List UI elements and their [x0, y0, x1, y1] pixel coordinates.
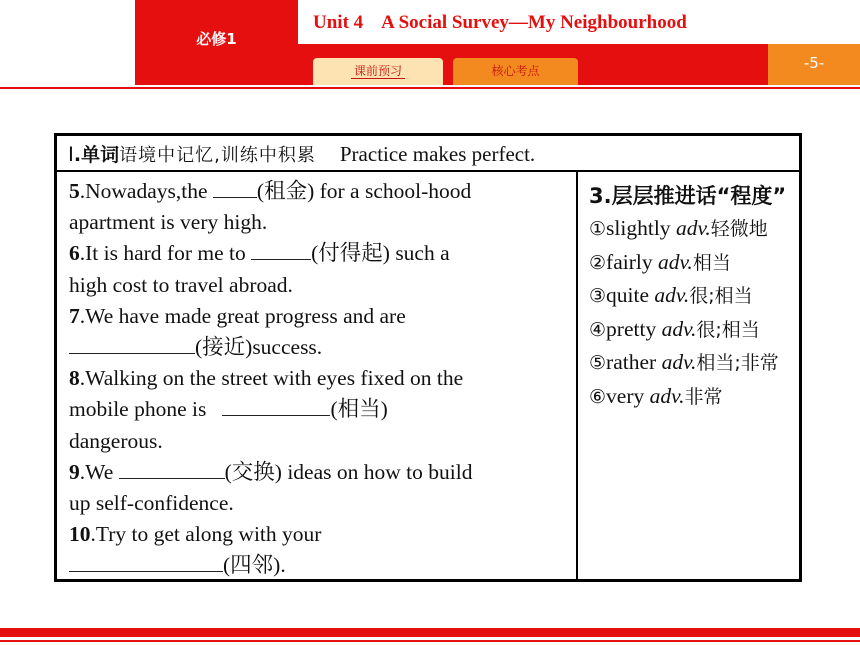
unit-title [313, 12, 687, 34]
answer-blank[interactable] [251, 239, 311, 260]
vocab-table [54, 133, 802, 582]
header-divider [0, 87, 860, 89]
list-item: ①slightly adv.轻微地 [589, 216, 768, 240]
section-motto: Practice makes perfect. [339, 142, 536, 166]
answer-blank[interactable] [69, 333, 195, 354]
tab-preview-label: 课前预习 [351, 64, 405, 79]
exercise-5: 5.Nowadays,the (租金) for a school-hood apartment is very high. [69, 179, 472, 235]
section-title: 单词 [81, 144, 120, 166]
list-item: ⑤rather adv.相当;非常 [589, 350, 779, 374]
list-item: ③quite adv.很;相当 [589, 283, 753, 307]
exercise-6: 6.It is hard for me to (付得起) such a high cost to travel abroad. [69, 241, 450, 297]
list-item: ⑥very adv.非常 [589, 383, 723, 408]
unit-number: Unit 4 [313, 12, 364, 33]
degree-adverbs-note [589, 180, 789, 413]
list-item: ④pretty adv.很;相当 [589, 316, 760, 341]
answer-blank[interactable] [213, 177, 257, 198]
list-item: ②fairly adv.相当 [589, 249, 731, 274]
answer-blank[interactable] [69, 551, 223, 572]
column-divider [576, 172, 578, 579]
tab-core-points-label: 核心考点 [491, 64, 540, 78]
exercise-9: 9.We (交换) ideas on how to build up self-confidence. [69, 459, 473, 516]
exercise-10: 10.Try to get along with your (四邻). [69, 522, 322, 578]
exercise-list [69, 176, 574, 582]
section-number: Ⅰ [68, 144, 74, 166]
footer-bar [0, 628, 860, 637]
adverb-list [589, 212, 789, 413]
page-number: -5- [803, 54, 825, 72]
section-subtitle: 语境中记忆,训练中积累 [119, 145, 316, 166]
section-heading: Ⅰ.单词语境中记忆,训练中积累 Practice makes perfect. [57, 136, 799, 172]
book-label: 必修1 [196, 30, 237, 48]
tab-preview[interactable] [313, 58, 443, 85]
exercise-7: 7.We have made great progress and are (接近)success. [69, 303, 406, 360]
tab-core-points[interactable] [453, 58, 578, 85]
note-title: 3.层层推进话“程度” [589, 184, 787, 208]
unit-name: A Social Survey—My Neighbourhood [381, 12, 687, 33]
footer-line [0, 640, 860, 642]
answer-blank[interactable] [222, 395, 330, 416]
answer-blank[interactable] [119, 458, 225, 479]
exercise-8: 8.Walking on the street with eyes fixed on the mobile phone is (相当) dangerous. [69, 366, 464, 453]
